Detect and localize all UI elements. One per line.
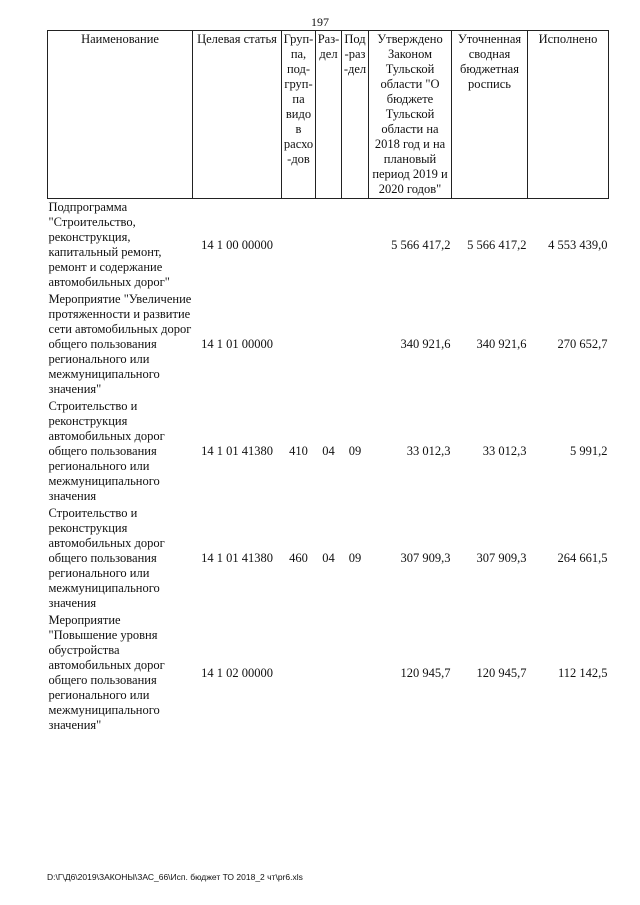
row-group: 410 (289, 444, 308, 458)
row-section: 04 (322, 551, 335, 565)
row-approved: 307 909,3 (400, 551, 451, 565)
row-revised: 307 909,3 (476, 551, 527, 565)
table-row (48, 398, 609, 505)
table-header-row (48, 31, 609, 199)
row-name: Мероприятие "Увеличение протяженности и развитие сети автомобильных дорог общего пользования регионального или межмуниципального значения" (48, 292, 192, 396)
row-name: Мероприятие "Повышение уровня обустройства автомобильных дорог общего пользования регионального или межмуниципального значения" (48, 613, 165, 732)
row-approved: 33 012,3 (406, 444, 451, 458)
row-executed: 264 661,5 (557, 551, 608, 565)
row-revised: 120 945,7 (476, 665, 527, 680)
row-executed: 270 652,7 (557, 337, 608, 351)
row-target: 14 1 01 41380 (201, 444, 273, 458)
header-revised: Уточненная сводная бюджетная роспись (452, 31, 528, 199)
row-target: 14 1 00 00000 (201, 237, 273, 252)
row-group (282, 612, 316, 734)
row-section (316, 612, 342, 734)
row-name: Строительство и реконструкция автомобильных дорог общего пользования регионального или межмуниципального значения (48, 506, 165, 610)
header-approved: Утверждено Законом Тульской области "О бюджете Тульской области на 2018 год и на плановый период 2019 и 2020 годов" (369, 31, 452, 199)
table-row (48, 291, 609, 398)
row-subsection (342, 199, 369, 292)
row-subsection (342, 291, 369, 398)
row-approved: 5 566 417,2 (391, 237, 451, 252)
header-executed: Исполнено (528, 31, 609, 199)
header-name: Наименование (48, 31, 193, 199)
budget-execution-table (47, 30, 609, 734)
row-executed: 4 553 439,0 (548, 237, 608, 252)
row-group (282, 199, 316, 292)
row-section (316, 291, 342, 398)
table-row (48, 612, 609, 734)
page-number: 197 (311, 15, 329, 29)
table-row (48, 199, 609, 292)
header-subsection: Под-раз-дел (342, 31, 369, 199)
row-revised: 33 012,3 (482, 444, 527, 458)
row-subsection: 09 (348, 444, 362, 458)
row-approved: 120 945,7 (400, 665, 451, 680)
header-section: Раз-дел (316, 31, 342, 199)
row-target: 14 1 01 41380 (201, 551, 273, 565)
row-section: 04 (322, 444, 335, 458)
row-name: Подпрограмма "Строительство, реконструкция, капитальный ремонт, ремонт и содержание автомобильных дорог" (48, 200, 170, 289)
row-executed: 112 142,5 (557, 665, 608, 680)
table-row (48, 505, 609, 612)
row-approved: 340 921,6 (400, 337, 451, 351)
row-target: 14 1 02 00000 (201, 665, 273, 680)
file-path-footer: D:\Г\Д6\2019\ЗАКОНЫ\ЗАС_66\Исп. бюджет ТО 2018_2 чт\pr6.xls (47, 872, 303, 882)
header-group: Груп-па, под-груп-па видов расхо-дов (282, 31, 316, 199)
row-executed: 5 991,2 (570, 444, 608, 458)
row-group: 460 (289, 551, 308, 565)
header-target: Целевая статья (193, 31, 282, 199)
row-subsection: 09 (348, 551, 362, 565)
row-subsection (342, 612, 369, 734)
row-group (282, 291, 316, 398)
row-name: Строительство и реконструкция автомобильных дорог общего пользования регионального или межмуниципального значения (48, 399, 165, 503)
row-revised: 5 566 417,2 (467, 237, 527, 252)
row-revised: 340 921,6 (476, 337, 527, 351)
row-target: 14 1 01 00000 (201, 337, 273, 351)
row-section (316, 199, 342, 292)
